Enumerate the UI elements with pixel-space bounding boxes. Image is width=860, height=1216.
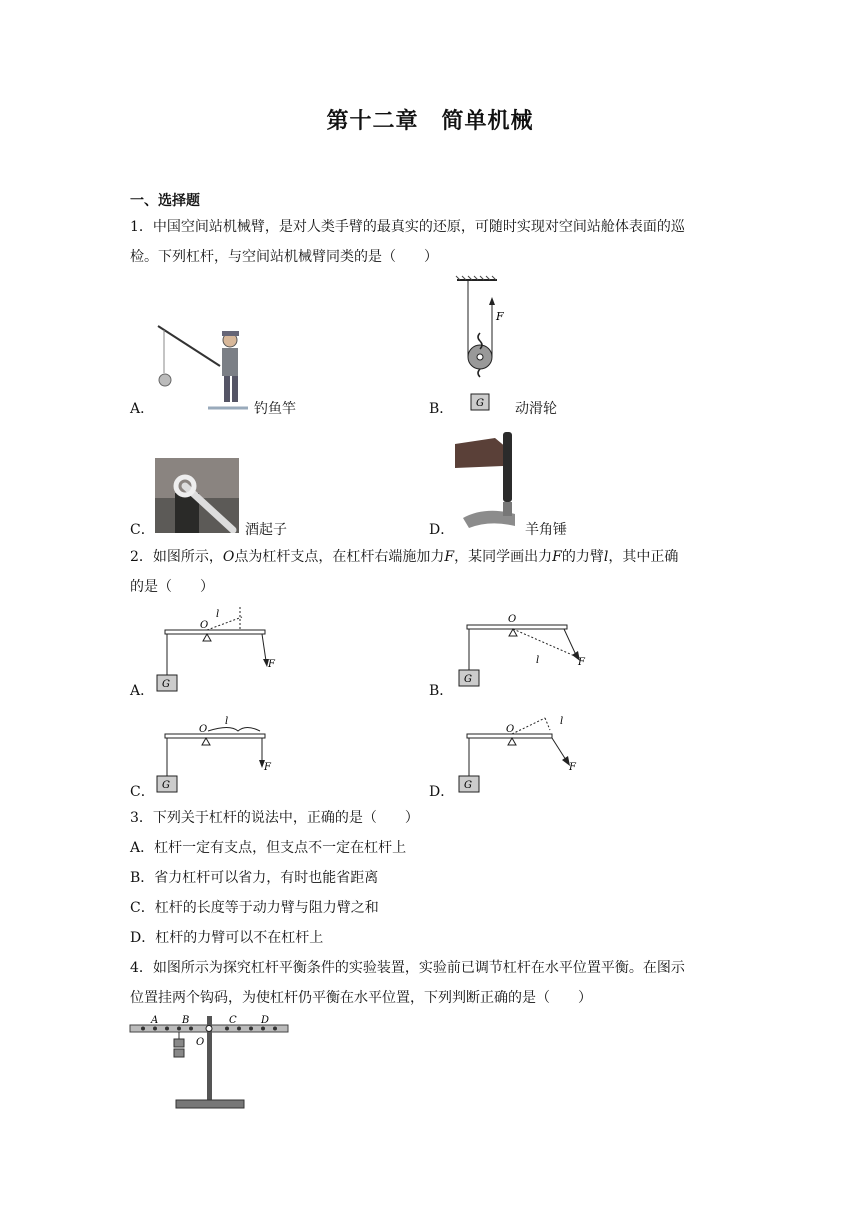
q4-stem-line2: 位置挂两个钩码，为使杠杆仍平衡在水平位置，下列判断正确的是（ ） [130, 990, 592, 1006]
q1-option-b-caption: 动滑轮 [515, 401, 557, 417]
svg-text:A: A [151, 1015, 159, 1026]
svg-text:D: D [261, 1015, 270, 1026]
svg-text:l: l [560, 716, 564, 727]
q2-option-c-letter: C． [130, 784, 155, 800]
q3-option-c: C．杠杆的长度等于动力臂与阻力臂之和 [130, 900, 379, 916]
lever-diagram-c [150, 712, 280, 797]
lever-diagram-d [452, 712, 582, 797]
svg-text:F: F [264, 762, 271, 773]
section-heading: 一、选择题 [130, 193, 200, 209]
svg-text:F: F [578, 657, 585, 668]
svg-text:G: G [464, 674, 472, 685]
svg-text:l: l [216, 609, 220, 620]
q2-option-b-letter: B． [429, 683, 454, 699]
lever-balance-apparatus [128, 1012, 293, 1114]
movable-pulley-diagram [452, 275, 522, 415]
page-title: 第十二章 简单机械 [326, 108, 534, 134]
lever-diagram-a [150, 605, 280, 695]
q2-option-a-letter: A． [130, 683, 155, 699]
q1-option-c-letter: C． [130, 522, 155, 538]
svg-text:O: O [506, 724, 515, 735]
q1-option-d-letter: D． [429, 522, 455, 538]
q1-option-a-letter: A． [130, 401, 155, 417]
svg-text:l: l [225, 716, 229, 727]
svg-text:O: O [199, 724, 208, 735]
q3-option-d: D．杠杆的力臂可以不在杠杆上 [130, 930, 324, 946]
q1-stem-line1: 1．中国空间站机械臂，是对人类手臂的最真实的还原，可随时实现对空间站舱体表面的巡 [130, 219, 685, 235]
bottle-opener-photo [155, 458, 239, 533]
q2-stem-line2: 的是（ ） [130, 579, 214, 595]
svg-text:G: G [162, 780, 170, 791]
q3-stem: 3．下列关于杠杆的说法中，正确的是（ ） [130, 810, 419, 826]
q2-option-d-letter: D． [429, 784, 455, 800]
q1-option-b-letter: B． [429, 401, 454, 417]
svg-text:O: O [200, 620, 209, 631]
q1-option-d-caption: 羊角锤 [525, 522, 567, 538]
pulley-weight-label: G [476, 398, 484, 409]
svg-text:O: O [196, 1037, 205, 1048]
claw-hammer-photo [455, 426, 520, 534]
fishing-rod-illustration [148, 318, 253, 413]
svg-text:G: G [162, 679, 170, 690]
q1-option-a-caption: 钓鱼竿 [254, 401, 296, 417]
svg-text:l: l [536, 655, 540, 666]
svg-text:G: G [464, 780, 472, 791]
q4-stem-line1: 4．如图所示为探究杠杆平衡条件的实验装置，实验前已调节杠杆在水平位置平衡。在图示 [130, 960, 685, 976]
svg-text:O: O [508, 614, 517, 625]
svg-text:B: B [182, 1015, 190, 1026]
q1-option-c-caption: 酒起子 [245, 522, 287, 538]
pulley-force-label: F [496, 310, 504, 323]
q2-stem-line1: 2．如图所示，O点为杠杆支点，在杠杆右端施加力F，某同学画出力F的力臂l，其中正确 [130, 549, 679, 565]
lever-diagram-b [452, 605, 592, 695]
svg-text:F: F [569, 762, 576, 773]
q1-stem-line2: 检。下列杠杆，与空间站机械臂同类的是（ ） [130, 249, 438, 265]
svg-text:C: C [229, 1015, 237, 1026]
q3-option-b: B．省力杠杆可以省力，有时也能省距离 [130, 870, 379, 886]
q3-option-a: A．杠杆一定有支点，但支点不一定在杠杆上 [130, 840, 407, 856]
svg-text:F: F [268, 659, 275, 670]
